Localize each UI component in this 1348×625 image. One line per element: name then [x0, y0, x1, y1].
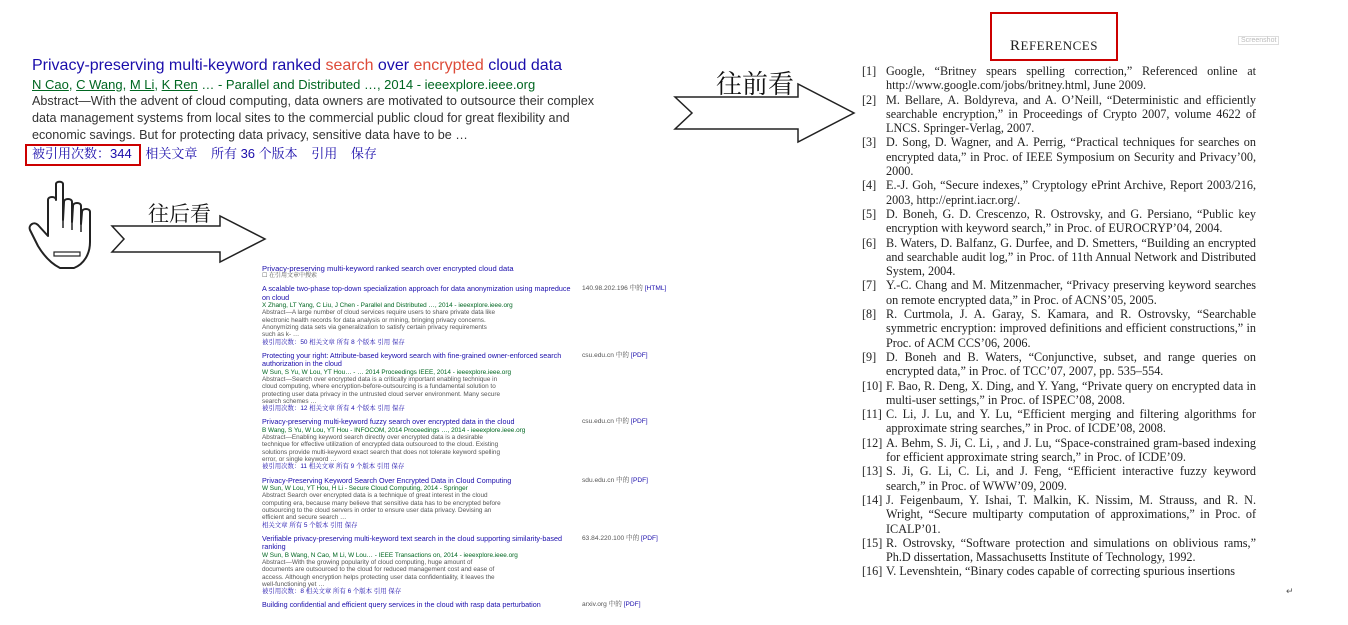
- cited-by-highlight-box: [25, 144, 141, 166]
- forward-label: 往前看: [716, 70, 795, 100]
- reference-number: [5]: [862, 206, 877, 221]
- result-abstract: Abstract—With the advent of cloud computing, data owners are motivated to outsource their complex data management systems from local sites to the commercial public cloud for great flexibility and economic savings. But for protecting data privacy, sensitive data have to be …: [32, 94, 595, 142]
- source-type: [PDF]: [641, 534, 658, 542]
- source-type: [PDF]: [630, 418, 648, 426]
- reference-text: R. Curtmola, J. A. Garay, S. Kamara, and R. Ostrovsky, “Searchable symmetric encryption: improved definitions and efficient constructions,” in Proc. of ACM CCS’06, 2006.: [886, 307, 1256, 350]
- source-host: csu.edu.cn 中的: [582, 418, 629, 426]
- author-sep: ,: [122, 77, 130, 92]
- reference-text: E.-J. Goh, “Secure indexes,” Cryptology ePrint Archive, Report 2003/216, 2003, http://eprint.iacr.org/.: [886, 178, 1256, 207]
- source-host: sdu.edu.cn 中的: [582, 476, 630, 484]
- reference-text: M. Bellare, A. Boldyreva, and A. O’Neill, “Deterministic and efficiently searchable encryption,” in Proceedings of Crypto 2007, volume 4622 of LNCS. Springer-Verlag, 2007.: [886, 92, 1256, 136]
- reference-list: [862, 64, 1256, 579]
- author-sep: ,: [68, 77, 77, 92]
- citing-authors: B Wang, S Yu, W Lou, YT Hou - INFOCOM, 2014 Proceedings …, 2014 - ieeexplore.ieee.org: [262, 426, 526, 434]
- reference-text: R. Ostrovsky, “Software protection and simulations on oblivious rams,” Ph.D dissertation, Massachusetts Institute of Technology, 1992.: [886, 535, 1256, 565]
- reference-text: A. Behm, S. Ji, C. Li, , and J. Lu, “Space-constrained gram-based indexing for efficient approximate string search,” in Proc. of ICDE’09.: [886, 435, 1256, 465]
- citing-source[interactable]: [582, 477, 648, 484]
- all-versions-link[interactable]: 所有 36 个版本: [210, 146, 298, 161]
- reference-text: D. Boneh and B. Waters, “Conjunctive, subset, and range queries on encrypted data,” in Proc. of TCC’07, 2007, pp. 535–554.: [886, 349, 1256, 379]
- list-item: [262, 477, 647, 529]
- citing-title-link[interactable]: Privacy-Preserving Keyword Search Over Encrypted Data in Cloud Computing: [262, 475, 512, 485]
- reference-item: [862, 464, 1256, 493]
- title-highlight: search: [325, 57, 374, 74]
- citing-title-link[interactable]: Verifiable privacy-preserving multi-keyword text search in the cloud supporting similarity-based ranking: [262, 533, 563, 552]
- save-link[interactable]: 保存: [350, 146, 377, 161]
- reference-item: [862, 379, 1256, 408]
- citing-articles-list: [262, 264, 667, 616]
- heading-initial: R: [1010, 38, 1021, 54]
- reference-item: [862, 350, 1256, 379]
- citing-source[interactable]: [582, 352, 648, 359]
- citing-title-link[interactable]: Building confidential and efficient query services in the cloud with rasp data perturbation: [262, 600, 541, 610]
- reference-number: [10]: [862, 378, 883, 393]
- title-part: over: [373, 57, 414, 74]
- reference-number: [12]: [862, 435, 883, 450]
- citing-authors: W Sun, W Lou, YT Hou, H Li - Secure Cloud Computing, 2014 - Springer: [262, 485, 468, 493]
- heading-rest: EFERENCES: [1020, 38, 1098, 53]
- reference-number: [11]: [862, 407, 882, 422]
- citing-abstract: Abstract—With the growing popularity of cloud computing, huge amount of documents are outsourced to the cloud for reduced management cost and ease of access. Although encryption helps protecting user data confidentiality, it leaves the well-functioning yet …: [262, 558, 495, 588]
- reference-item: [862, 178, 1256, 207]
- back-label: 往后看: [148, 202, 211, 226]
- citing-title-link[interactable]: Protecting your right: Attribute-based keyword search with fine-grained owner-enforced search authorization in the cloud: [262, 350, 562, 369]
- list-item: [262, 601, 647, 609]
- citing-list-title[interactable]: Privacy-preserving multi-keyword ranked search over encrypted cloud data: [262, 264, 514, 273]
- citing-links[interactable]: 被引用次数：11 相关文章 所有 9 个版本 引用 保存: [262, 463, 405, 471]
- list-item: [262, 284, 667, 346]
- reference-item: [862, 436, 1256, 465]
- source-host: 63.84.220.100 中的: [582, 534, 640, 542]
- source-type: [HTML]: [644, 285, 667, 293]
- citing-abstract: Abstract—A large number of cloud services require users to share private data like electronic health records for data analysis or mining, bringing privacy concerns. Anonymizing data sets via generalization to satisfy certain privacy requirements such as k- …: [262, 309, 496, 339]
- reference-item: [862, 135, 1256, 178]
- reference-number: [3]: [862, 135, 877, 150]
- citing-links[interactable]: 被引用次数：8 相关文章 所有 6 个版本 引用 保存: [262, 588, 402, 596]
- citing-source[interactable]: [582, 285, 666, 292]
- source-type: [PDF]: [623, 601, 641, 609]
- citing-source[interactable]: [582, 601, 641, 608]
- reference-number: [4]: [862, 178, 877, 193]
- reference-text: D. Song, D. Wagner, and A. Perrig, “Practical techniques for searches on encrypted data,” in Proc. of IEEE Symposium on Security and Privacy’00, 2000.: [886, 135, 1256, 179]
- reference-text: C. Li, J. Lu, and Y. Lu, “Efficient merging and filtering algorithms for approximate string searches,” in Proc. of ICDE’08, 2008.: [886, 407, 1256, 436]
- reference-item: [862, 536, 1256, 565]
- author-link[interactable]: C Wang: [76, 77, 123, 92]
- reference-text: Y.-C. Chang and M. Mitzenmacher, “Privacy preserving keyword searches on remote encrypted data,” in Proc. of ACNS’05, 2005.: [886, 278, 1256, 307]
- reference-number: [6]: [862, 235, 877, 250]
- source-host: csu.edu.cn 中的: [582, 351, 629, 359]
- reference-text: S. Ji, G. Li, C. Li, and J. Feng, “Efficient interactive fuzzy keyword search,” in Proc. of WWW’09, 2009.: [886, 464, 1256, 493]
- title-part: cloud data: [483, 57, 563, 74]
- citing-source[interactable]: [582, 418, 648, 425]
- reference-text: F. Bao, R. Deng, X. Ding, and Y. Yang, “Private query on encrypted data in multi-user settings,” in Proc. of ISPEC’08, 2008.: [886, 378, 1256, 407]
- citing-authors: X Zhang, LT Yang, C Liu, J Chen - Parallel and Distributed …, 2014 - ieeexplore.ieee.org: [262, 302, 513, 310]
- reference-item: [862, 64, 1256, 93]
- reference-item: [862, 493, 1256, 536]
- reference-item: [862, 307, 1256, 350]
- paragraph-mark: ↵: [1286, 586, 1294, 596]
- source-type: [PDF]: [630, 351, 648, 359]
- title-highlight: encrypted: [413, 57, 484, 74]
- related-articles-link[interactable]: 相关文章: [145, 146, 198, 161]
- cite-link[interactable]: 引用: [311, 146, 338, 161]
- reference-number: [8]: [862, 307, 877, 322]
- reference-item: [862, 207, 1256, 236]
- reference-number: [13]: [862, 464, 883, 479]
- title-part: Privacy-preserving multi-keyword ranked: [32, 57, 326, 74]
- reference-text: D. Boneh, G. D. Crescenzo, R. Ostrovsky, and G. Persiano, “Public key encryption with keyword search,” in Proc. of EUROCRYP’04, 2004.: [886, 206, 1256, 236]
- source-host: 140.98.202.196 中的: [582, 285, 643, 293]
- cited-by-link[interactable]: 被引用次数：344: [32, 146, 132, 161]
- pointing-hand-icon: [26, 180, 104, 272]
- citing-authors: W Sun, S Yu, W Lou, YT Hou… - … 2014 Proceedings IEEE, 2014 - ieeexplore.ieee.org: [262, 368, 512, 376]
- source-host: arxiv.org 中的: [582, 601, 622, 609]
- citing-links[interactable]: 相关文章 所有 5 个版本 引用 保存: [262, 521, 358, 529]
- author-sep: ,: [154, 77, 162, 92]
- reference-item: [862, 93, 1256, 136]
- author-link[interactable]: N Cao: [32, 77, 69, 92]
- citing-abstract: Abstract—Enabling keyword search directly over encrypted data is a desirable technique for effective utilization of encrypted data outsourced to the cloud. Existing solutions provide multi-keyword exact search that does not tolerate keyword spelling error, or single keyword …: [262, 434, 500, 464]
- citing-title-link[interactable]: Privacy-preserving multi-keyword fuzzy search over encrypted data in the cloud: [262, 417, 515, 427]
- list-item: [262, 533, 658, 596]
- reference-text: B. Waters, D. Balfanz, G. Durfee, and D. Smetters, “Building an encrypted and searchable audit log,” in Proc. of 11th Annual Network and Distributed System, 2004.: [886, 235, 1256, 279]
- result-authors: [32, 76, 632, 93]
- author-link[interactable]: M Li: [129, 77, 155, 92]
- reference-item: [862, 278, 1256, 307]
- reference-number: [14]: [862, 492, 883, 507]
- reference-number: [1]: [862, 64, 877, 78]
- reference-item: [862, 407, 1256, 436]
- citing-source[interactable]: [582, 535, 658, 542]
- result-source: … - Parallel and Distributed …, 2014 - ieeexplore.ieee.org: [201, 77, 536, 92]
- list-item: [262, 352, 647, 413]
- reference-number: [16]: [862, 564, 883, 579]
- reference-item: [862, 236, 1256, 279]
- reference-number: [2]: [862, 92, 877, 107]
- search-within-citing-checkbox[interactable]: ☐ 在引用文章中搜索: [262, 273, 318, 279]
- reference-text: Google, “Britney spears spelling correction,” Referenced online at http://www.google.com/jobs/britney.html, June 2009.: [886, 64, 1256, 93]
- citing-abstract: Abstract—Search over encrypted data is a critically important enabling technique in cloud computing, where encryption-before-outsourcing is a fundamental solution to protecting user data privacy in the untrusted cloud server environment. Many secure search schemes …: [262, 376, 500, 405]
- reference-text: V. Levenshtein, “Binary codes capable of correcting spurious insertions: [886, 564, 1236, 579]
- list-item: [262, 418, 647, 470]
- citing-links[interactable]: 被引用次数：12 相关文章 所有 4 个版本 引用 保存: [262, 405, 405, 413]
- citing-abstract: Abstract Search over encrypted data is a technique of great interest in the cloud computing era, because many believe that sensitive data has to be encrypted before outsourcing to the cloud servers in order to ensure user data privacy. Devising an efficient and secure search …: [262, 492, 501, 522]
- source-type: [PDF]: [631, 476, 648, 484]
- result-title-link[interactable]: [32, 56, 632, 76]
- author-link[interactable]: K Ren: [161, 77, 198, 92]
- reference-number: [9]: [862, 349, 877, 364]
- citing-authors: W Sun, B Wang, N Cao, M Li, W Lou… - IEEE Transactions on, 2014 - ieeexplore.ieee.org: [262, 551, 518, 559]
- citing-title-link[interactable]: A scalable two-phase top-down specialization approach for data anonymization using mapreduce on cloud: [262, 284, 571, 302]
- reference-text: J. Feigenbaum, Y. Ishai, T. Malkin, K. Nissim, M. Strauss, and R. N. Wright, “Secure multiparty computation of approximations,” in Proc. of ICALP’01.: [886, 492, 1256, 536]
- references-heading: [990, 38, 1118, 55]
- screenshot-tag: Screenshot: [1238, 36, 1279, 45]
- reference-item: [862, 564, 1256, 578]
- reference-number: [15]: [862, 535, 883, 550]
- reference-number: [7]: [862, 278, 877, 293]
- citing-links[interactable]: 被引用次数：50 相关文章 所有 8 个版本 引用 保存: [262, 338, 405, 346]
